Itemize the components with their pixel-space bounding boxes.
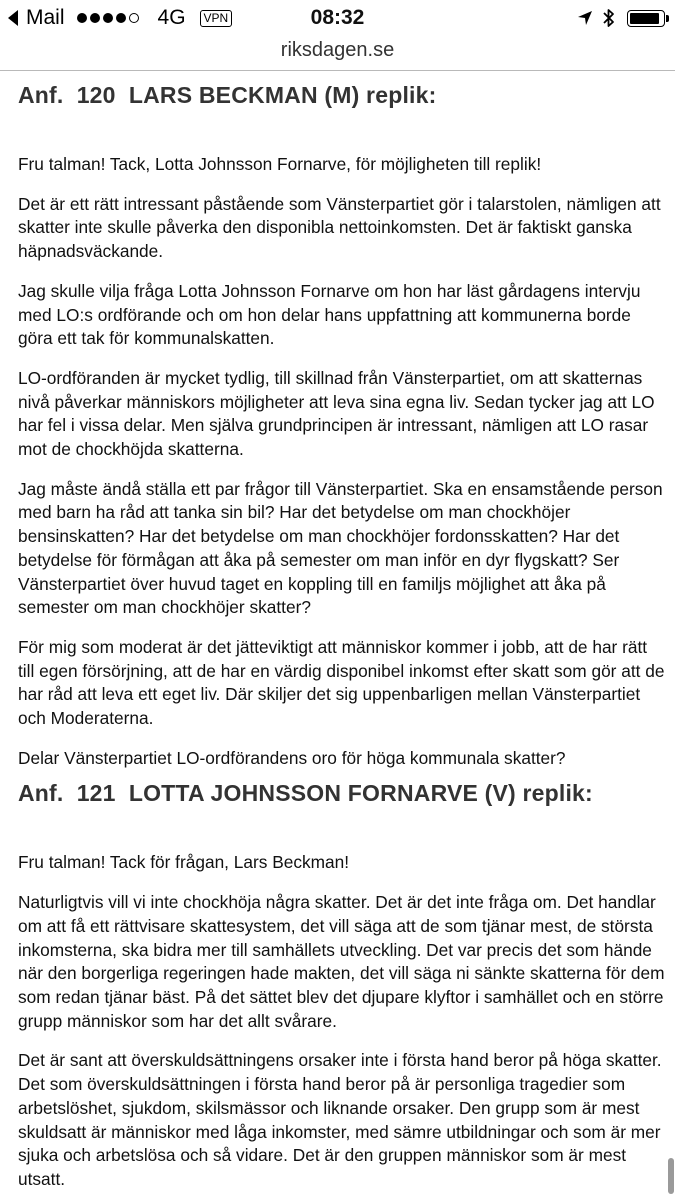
status-bar-right: [577, 8, 665, 28]
location-arrow-icon: [577, 10, 593, 26]
speech-content: [18, 78, 668, 1192]
speech-paragraph: Jag skulle vilja fråga Lotta Johnsson Fornarve om hon har läst gårdagens intervju med LO:s ordförande och om hon delar hans uppfattning att kommunerna borde göra ett tak för kommunalskatten.: [18, 280, 641, 349]
speech-paragraph: LO-ordföranden är mycket tydlig, till skillnad från Vänsterpartiet, om att skatternas nivå påverkar människors möjligheter att leva sina egna liv. Sedan tycker jag att LO har fel i vissa delar. Men själva grundprincipen är intressant, nämligen att LO rasar mot de chockhöjda skatterna.: [18, 367, 655, 460]
speech-paragraph: Jag måste ändå ställa ett par frågor till Vänsterpartiet. Ska en ensamstående person med barn ha råd att tanka sin bil? Har det betydelse om man chockhöjer bensinskatten? Har det betydelse om man chockhöjer fordonsskatten? Har det betydelse för förmågan att åka på semester om man inför en dyr flygskatt? Ser Vänsterpartiet över huvud taget en koppling till en familjs möjlighet att åka på semester om man chockhöjer skatter?: [18, 478, 663, 618]
back-to-app-link[interactable]: Mail: [26, 6, 65, 29]
speech-paragraph: Det är sant att överskuldsättningens orsaker inte i första hand beror på höga skatter. Det som överskuldsättningen i första hand beror på är personliga tragedier som arbetslöshet, sjukdom, skilsmässor och liknande orsaker. Den grupp som är mest skuldsatt är människor med låga inkomster, med sämre utbildningar och som är mer sjuka och arbetslösa och så vidare. Det är den gruppen människor som är mest utsatt.: [18, 1050, 662, 1189]
network-type: 4G: [157, 6, 186, 29]
battery-icon: [627, 10, 665, 27]
status-bar: [0, 0, 675, 36]
speech-paragraph: Naturligtvis vill vi inte chockhöja några skatter. Det är det inte fråga om. Det handlar om att få ett rättvisare skattesystem, det vill säga att de som tjänar mest, de största inkomsterna, ska bidra mer till samhällets utveckling. Det var precis det som hände när den borgerliga regeringen hade makten, det vill säga ni sänkte skatterna för dem som redan tjänar bäst. På det sättet blev det djupare klyftor i samhället och en större grupp människor som har det allt svårare.: [18, 892, 665, 1031]
speech-heading-120: Anf. 120 LARS BECKMAN (M) replik:: [18, 82, 437, 108]
battery-cap: [666, 15, 669, 22]
speech-paragraph: Det är ett rätt intressant påstående som Vänsterpartiet gör i talarstolen, nämligen att skatter inte skulle påverka den disponibla nettoinkomsten. Det är faktiskt ganska häpnadsväckande.: [18, 193, 661, 262]
bluetooth-icon: [603, 8, 615, 28]
battery-level-fill: [630, 13, 659, 24]
speech-paragraph: Delar Vänsterpartiet LO-ordförandens oro för höga kommunala skatter?: [18, 747, 566, 768]
speech-paragraph: Fru talman! Tack för frågan, Lars Beckman!: [18, 852, 350, 873]
vertical-scrollbar[interactable]: [668, 1158, 674, 1194]
speech-paragraph: Fru talman! Tack, Lotta Johnsson Fornarve, för möjligheten till replik!: [18, 154, 542, 174]
speech-heading-121: Anf. 121 LOTTA JOHNSSON FORNARVE (V) replik:: [18, 780, 593, 807]
vpn-badge: VPN: [200, 10, 233, 27]
speech-paragraph: För mig som moderat är det jätteviktigt att människor kommer i jobb, att de har rätt till egen försörjning, att de har en värdig disponibel inkomst efter skatt som gör att de har råd att leva ett eget liv. Där skiljer det sig uppenbarligen mellan Vänsterpartiet och Moderaterna.: [18, 636, 665, 729]
address-bar[interactable]: riksdagen.se: [0, 36, 675, 71]
clock: 08:32: [310, 6, 365, 29]
